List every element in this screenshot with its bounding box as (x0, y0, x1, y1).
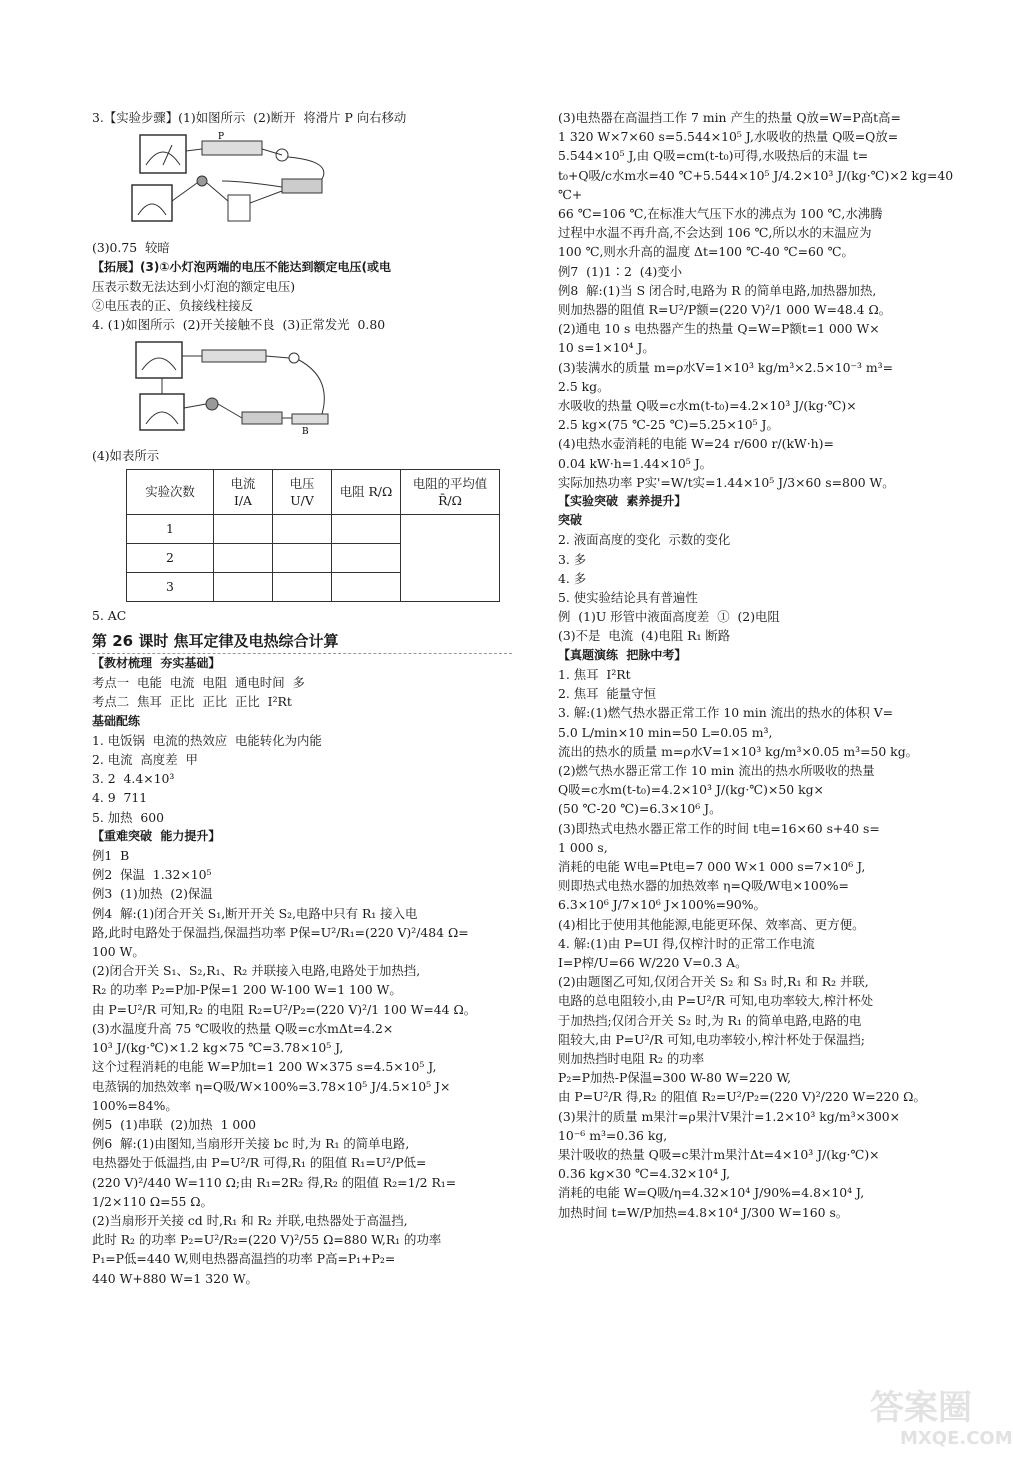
text-line: R₂ 的功率 P₂=P加-P保=1 200 W-100 W=1 100 W。 (92, 982, 402, 998)
table-header: 电阻的平均值R̄/Ω (401, 469, 500, 514)
text-line: 100 W。 (92, 944, 145, 960)
text-line: 5.544×10⁵ J,由 Q吸=cm(t-t₀)可得,水吸热后的末温 t= (558, 148, 869, 164)
table-header: 电阻 R/Ω (332, 469, 401, 514)
watermark-logo: 答案圈 (870, 1388, 972, 1428)
text-line: 果汁吸收的热量 Q吸=c果汁m果汁Δt=4×10³ J/(kg·℃)× (558, 1146, 880, 1162)
text-line: 3. 2 4.4×10³ (92, 771, 175, 787)
text-line: 考点一 电能 电流 电阻 通电时间 多 (92, 675, 305, 691)
text-line: 于加热挡;仅闭合开关 S₂ 时,为 R₁ 的简单电路,电路的电 (558, 1012, 862, 1028)
watermark-url: MXQE.COM (900, 1428, 1013, 1449)
text-line: 则即热式电热水器的加热效率 η=Q吸/W电×100%= (558, 878, 849, 894)
text-line: 消耗的电能 W=Q吸/η=4.32×10⁴ J/90%=4.8×10⁴ J, (558, 1185, 865, 1201)
text-line: Q吸=c水m(t-t₀)=4.2×10³ J/(kg·℃)×50 kg× (558, 782, 824, 798)
table-cell: 2 (127, 543, 214, 572)
text-line: 1. 焦耳 I²Rt (558, 666, 631, 682)
text-line: 路,此时电路处于保温挡,保温挡功率 P保=U²/R₁=(220 V)²/484 Ω= (92, 924, 469, 940)
table-cell: 1 (127, 514, 214, 543)
text-line: 2. 液面高度的变化 示数的变化 (558, 532, 731, 548)
right-column (558, 108, 970, 1222)
text-line: 66 ℃=106 ℃,在标准大气压下水的沸点为 100 ℃,水沸腾 (558, 206, 883, 222)
text-line: 100 ℃,则水升高的温度 Δt=100 ℃-40 ℃=60 ℃。 (558, 244, 854, 260)
text-line: 此时 R₂ 的功率 P₂=U²/R₂=(220 V)²/55 Ω=880 W,R₁ 的功率 (92, 1232, 442, 1248)
text-line: P₂=P加热-P保温=300 W-80 W=220 W, (558, 1070, 792, 1086)
text-line: 2. 焦耳 能量守恒 (558, 686, 656, 702)
svg-text:P: P (218, 132, 225, 143)
text-line: 例6 解:(1)由图知,当扇形开关接 bc 时,为 R₁ 的简单电路, (92, 1136, 410, 1152)
text-line: 1 320 W×7×60 s=5.544×10⁵ J,水吸收的热量 Q吸=Q放= (558, 129, 899, 145)
text-line: 例2 保温 1.32×10⁵ (92, 867, 212, 883)
text-line: 考点二 焦耳 正比 正比 正比 I²Rt (92, 694, 292, 710)
text-line: 流出的热水的质量 m=ρ水V=1×10³ kg/m³×0.05 m³=50 kg。 (558, 743, 919, 759)
text-line: 440 W+880 W=1 320 W。 (92, 1270, 258, 1286)
left-column (92, 108, 512, 1288)
data-table (126, 469, 500, 602)
text-line: (2)通电 10 s 电热器产生的热量 Q=W=P额t=1 000 W× (558, 321, 880, 337)
text-line: 100%=84%。 (92, 1097, 178, 1113)
text-line: 1. 电饭锅 电流的热效应 电能转化为内能 (92, 732, 322, 748)
text-line: (50 ℃-20 ℃)=6.3×10⁶ J。 (558, 801, 722, 817)
text-line: (220 V)²/440 W=110 Ω;由 R₁=2R₂ 得,R₂ 的阻值 R₂=1/2 R₁= (92, 1174, 457, 1190)
text-line: 5. 使实验结论具有普遍性 (558, 590, 698, 606)
text-line: (3)水温度升高 75 ℃吸收的热量 Q吸=c水mΔt=4.2× (92, 1020, 394, 1036)
text-line: 电热器处于低温挡,由 P=U²/R 可得,R₁ 的阻值 R₁=U²/P低= (92, 1155, 427, 1171)
table-row (127, 514, 500, 543)
text-line: 例7 (1)1∶2 (4)变小 (558, 263, 683, 279)
text-line: 6.3×10⁶ J/7×10⁶ J×100%=90%。 (558, 897, 766, 913)
table-cell: 3 (127, 572, 214, 601)
text-line: I=P榨/U=66 W/220 V=0.3 A。 (558, 954, 748, 970)
table-header: 电流 I/A (214, 469, 273, 514)
text-line: 【教材梳理 夯实基础】 (92, 656, 221, 671)
text-line: 水吸收的热量 Q吸=c水m(t-t₀)=4.2×10³ J/(kg·℃)× (558, 398, 857, 414)
text-line: 【拓展】(3)①小灯泡两端的电压不能达到额定电压(或电 (92, 259, 391, 274)
text-line: 例3 (1)加热 (2)保温 (92, 886, 213, 902)
text-line: 3.【实验步骤】(1)如图所示 (2)断开 将滑片 P 向右移动 (92, 110, 407, 125)
text-line: 例8 解:(1)当 S 闭合时,电路为 R 的简单电路,加热器加热, (558, 282, 877, 298)
text-line: 加热时间 t=W/P加热=4.8×10⁴ J/300 W=160 s。 (558, 1204, 849, 1220)
text-line: 0.04 kW·h=1.44×10⁵ J。 (558, 455, 713, 471)
text-line: 实际加热功率 P实'=W/t实=1.44×10⁵ J/3×60 s=800 W。 (558, 474, 895, 490)
text-line: ②电压表的正、负接线柱接反 (92, 298, 254, 314)
text-line: 例4 解:(1)闭合开关 S₁,断开开关 S₂,电路中只有 R₁ 接入电 (92, 905, 418, 921)
text-line: t₀+Q吸/c水m水=40 ℃+5.544×10⁵ J/4.2×10³ J/(kg·℃)×2 kg=40 ℃+ (558, 167, 958, 202)
text-line: 4. 9 711 (92, 790, 148, 806)
text-line: 例 (1)U 形管中液面高度差 ① (2)电阻 (558, 609, 780, 625)
text-line: (3)果汁的质量 m果汁=ρ果汁V果汁=1.2×10³ kg/m³×300× (558, 1108, 901, 1124)
text-line: (3)不是 电流 (4)电阻 R₁ 断路 (558, 628, 731, 644)
text-line: P₁=P低=440 W,则电热器高温挡的功率 P高=P₁+P₂= (92, 1251, 396, 1267)
text-line: 基础配练 (92, 713, 141, 728)
text-line: 2.5 kg×(75 ℃-25 ℃)=5.25×10⁵ J。 (558, 417, 779, 433)
text-line: 【实验突破 素养提升】 (558, 494, 687, 509)
text-line: 电路的总电阻较小,由 P=U²/R 可知,电功率较大,榨汁杯处 (558, 993, 874, 1009)
table-header: 实验次数 (127, 469, 214, 514)
text-line: 压表示数无法达到小灯泡的额定电压) (92, 278, 296, 294)
circuit-diagram-1 (132, 131, 352, 229)
text-line: 例5 (1)串联 (2)加热 1 000 (92, 1116, 257, 1132)
text-line: 4. (1)如图所示 (2)开关接触不良 (3)正常发光 0.80 (92, 317, 386, 333)
text-line: 由 P=U²/R 可知,R₂ 的电阻 R₂=U²/P₂=(220 V)²/1 100 W=44 Ω。 (92, 1001, 477, 1017)
text-line: (4)电热水壶消耗的电能 W=24 r/600 r/(kW·h)= (558, 436, 834, 452)
text-line: 则加热器的阻值 R=U²/P额=(220 V)²/1 000 W=48.4 Ω。 (558, 302, 892, 318)
text-line: (2)燃气热水器正常工作 10 min 流出的热水所吸收的热量 (558, 762, 875, 778)
text-line: 这个过程消耗的电能 W=P加t=1 200 W×375 s=4.5×10⁵ J, (92, 1059, 437, 1075)
text-line: 5.0 L/min×10 min=50 L=0.05 m³, (558, 724, 773, 740)
text-line: (3)装满水的质量 m=ρ水V=1×10³ kg/m³×2.5×10⁻³ m³= (558, 359, 894, 375)
text-line: 5. AC (92, 607, 127, 623)
text-line: 3. 多 (558, 551, 587, 567)
text-line: (2)当扇形开关接 cd 时,R₁ 和 R₂ 并联,电热器处于高温挡, (92, 1212, 408, 1228)
text-line: 【重难突破 能力提升】 (92, 828, 221, 843)
text-line: 0.36 kg×30 ℃=4.32×10⁴ J, (558, 1166, 731, 1182)
text-line: (2)由题图乙可知,仅闭合开关 S₂ 和 S₃ 时,R₁ 和 R₂ 并联, (558, 974, 869, 990)
text-line: 则加热挡时电阻 R₂ 的功率 (558, 1050, 705, 1066)
text-line: 10 s=1×10⁴ J。 (558, 340, 655, 356)
lesson-title: 第 26 课时 焦耳定律及电热综合计算 (92, 629, 512, 654)
text-line: 10³ J/(kg·℃)×1.2 kg×75 ℃=3.78×10⁵ J, (92, 1040, 344, 1056)
svg-text:B: B (302, 427, 309, 438)
text-line: 2.5 kg。 (558, 378, 610, 394)
text-line: 1 000 s, (558, 839, 608, 855)
text-line: (3)电热器在高温挡工作 7 min 产生的热量 Q放=W=P高t高= (558, 110, 901, 125)
text-line: 4. 解:(1)由 P=UI 得,仅榨汁时的正常工作电流 (558, 935, 815, 951)
text-line: (4)相比于使用其他能源,电能更环保、效率高、更方便。 (558, 916, 865, 932)
text-line: 过程中水温不再升高,不会达到 106 ℃,所以水的末温应为 (558, 225, 872, 241)
text-line: 1/2×110 Ω=55 Ω。 (92, 1193, 213, 1209)
text-line: (3)0.75 较暗 (92, 240, 170, 256)
text-line: 10⁻⁶ m³=0.36 kg, (558, 1127, 668, 1143)
text-line: 阻较大,由 P=U²/R 可知,电功率较小,榨汁杯处于保温挡; (558, 1031, 865, 1047)
table-caption: (4)如表所示 (92, 447, 160, 463)
left-answers (92, 654, 512, 1288)
text-line: 【真题演练 把脉中考】 (558, 647, 687, 662)
text-line: 由 P=U²/R 得,R₂ 的阻值 R₂=U²/P₂=(220 V)²/220 W=220 Ω。 (558, 1089, 926, 1105)
text-line: 例1 B (92, 848, 130, 864)
text-line: 突破 (558, 513, 583, 528)
text-line: 4. 多 (558, 570, 587, 586)
text-line: 2. 电流 高度差 甲 (92, 752, 198, 768)
text-line: 3. 解:(1)燃气热水器正常工作 10 min 流出的热水的体积 V= (558, 705, 894, 721)
table-header: 电压 U/V (273, 469, 332, 514)
text-line: 5. 加热 600 (92, 809, 165, 825)
circuit-diagram-2 (132, 338, 352, 436)
text-line: 电蒸锅的加热效率 η=Q吸/W×100%=3.78×10⁵ J/4.5×10⁵ J× (92, 1078, 451, 1094)
text-line: (2)闭合开关 S₁、S₂,R₁、R₂ 并联接入电路,电路处于加热挡, (92, 963, 421, 979)
text-line: 消耗的电能 W电=Pt电=7 000 W×1 000 s=7×10⁶ J, (558, 858, 866, 874)
text-line: (3)即热式电热水器正常工作的时间 t电=16×60 s+40 s= (558, 820, 880, 836)
